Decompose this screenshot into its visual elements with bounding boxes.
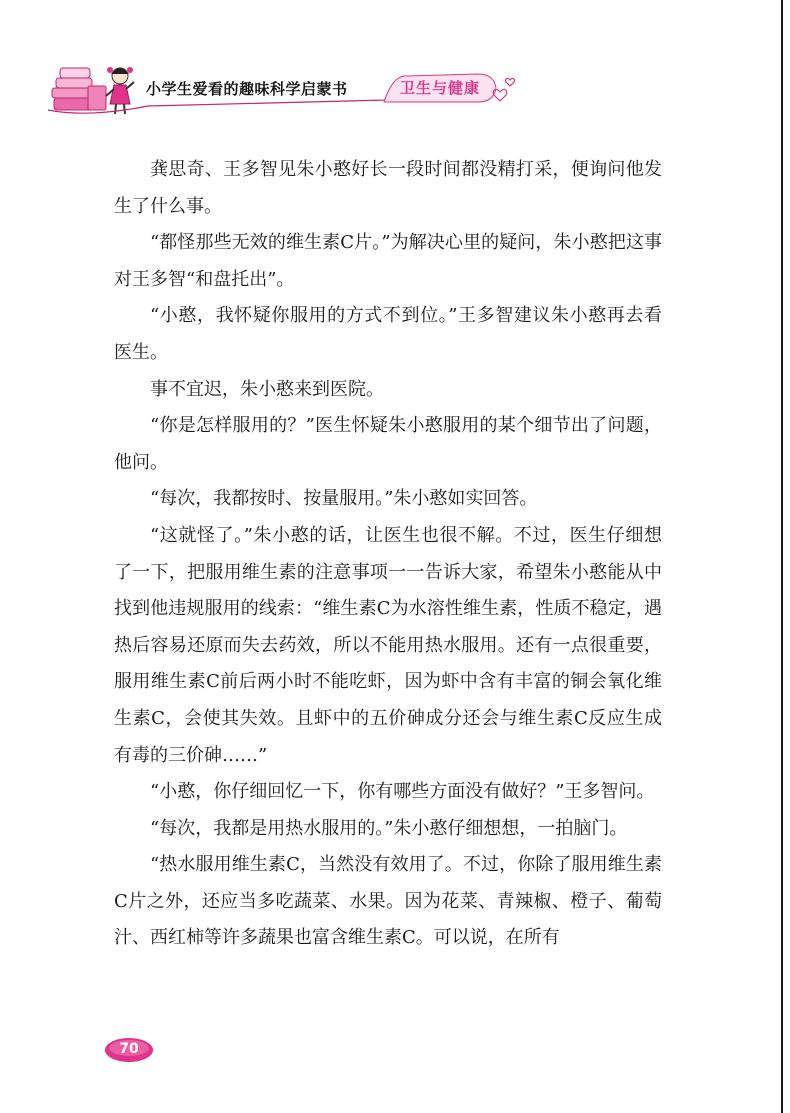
paragraph: “这就怪了。”朱小憨的话，让医生也很不解。不过，医生仔细想了一下，把服用维生素的注意事项一一告诉大家，希望朱小憨能从中找到他违规服用的线索：“维生素C为水溶性维生素，性质不稳定，遇热后容易还原而失去药效，所以不能用热水服用。还有一点很重要，服用维生素C前后两小时不能吃虾，因为虾中含有丰富的铜会氧化维生素C，会使其失效。且虾中的五价砷成分还会与维生素C反应生成有毒的三价砷……” (114, 524, 662, 766)
paragraph: “你是怎样服用的？”医生怀疑朱小憨服用的某个细节出了问题，他问。 (114, 415, 662, 473)
page-header (48, 58, 528, 120)
hearts-icon (493, 79, 514, 101)
paragraph: “每次，我都按时、按量服用。”朱小憨如实回答。 (150, 488, 538, 510)
page-edge-rule (781, 0, 783, 1113)
paragraph: “热水服用维生素C，当然没有效用了。不过，你除了服用维生素C片之外，还应当多吃蔬菜、水果。因为花菜、青辣椒、橙子、葡萄汁、西红柿等许多蔬果也富含维生素C。可以说，在所有 (114, 854, 662, 949)
page-number-badge (104, 1037, 154, 1063)
paragraph: “都怪那些无效的维生素C片。”为解决心里的疑问，朱小憨把这事对王多智“和盘托出”。 (114, 232, 662, 290)
series-title: 小学生爱看的趣味科学启蒙书 (146, 80, 348, 98)
paragraph: “小憨，我怀疑你服用的方式不到位。”王多智建议朱小憨再去看医生。 (114, 305, 662, 363)
books-and-girl-icon (52, 67, 134, 114)
paragraph: 龚思奇、王多智见朱小憨好长一段时间都没精打采，便询问他发生了什么事。 (114, 159, 662, 217)
story-body (114, 152, 662, 957)
paragraph: 事不宜迟，朱小憨来到医院。 (150, 378, 384, 400)
paragraph: “每次，我都是用热水服用的。”朱小憨仔细想想，一拍脑门。 (150, 817, 628, 839)
paragraph: “小憨，你仔细回忆一下，你有哪些方面没有做好？”王多智问。 (150, 781, 655, 803)
page-number: 70 (119, 1041, 139, 1057)
theme-title: 卫生与健康 (400, 79, 481, 97)
